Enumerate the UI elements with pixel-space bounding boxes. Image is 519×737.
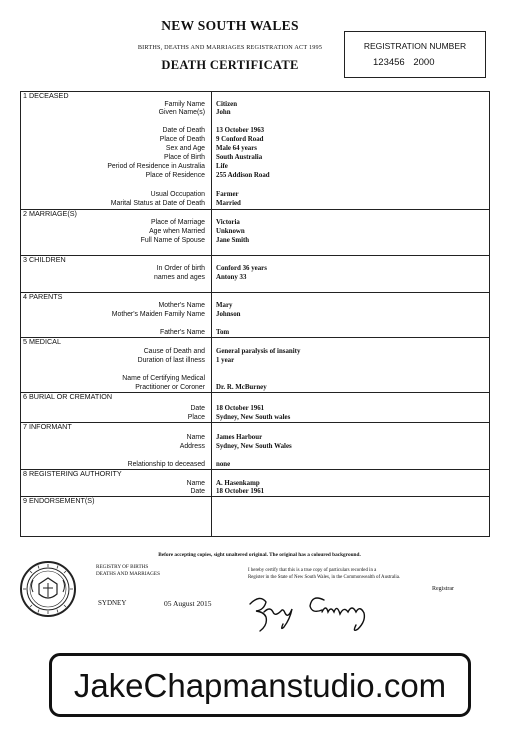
section-burial-title: 6 BURIAL OR CREMATION: [23, 392, 113, 401]
registration-date-label: Date: [190, 488, 205, 495]
registry-name-line2: DEATHS AND MARRIAGES: [96, 571, 160, 577]
certification-line1: I hereby certify that this is a true copy of particulars recorded in a: [248, 568, 377, 573]
mother-name-label: Mother's Name: [158, 302, 205, 309]
watermark-banner: [49, 653, 471, 717]
mother-maiden-value: Johnson: [216, 311, 241, 318]
father-name-label: Father's Name: [160, 329, 205, 336]
place-of-residence-value: 255 Addison Road: [216, 172, 270, 179]
act-subheading: BIRTHS, DEATHS AND MARRIAGES REGISTRATION ACT 1995: [137, 44, 323, 51]
row-divider: [21, 292, 489, 293]
state-heading: NEW SOUTH WALES: [161, 18, 299, 33]
burial-date-value: 18 October 1961: [216, 405, 265, 412]
row-divider: [21, 337, 489, 338]
certification-text: [248, 567, 458, 581]
registration-number-box: [344, 31, 486, 78]
copy-warning: Before accepting copies, sight unaltered original. The original has a coloured background.: [158, 552, 361, 558]
given-names-label: Given Name(s): [158, 109, 205, 116]
mother-name-value: Mary: [216, 302, 233, 309]
burial-place-label: Place: [187, 414, 205, 421]
registrar-name-label: Name: [186, 480, 205, 487]
practitioner-label-line2: Practitioner or Coroner: [135, 384, 205, 391]
certification-line2: Register in the State of New South Wales, in the Commonwealth of Australia.: [248, 575, 401, 580]
place-of-birth-label: Place of Birth: [164, 154, 205, 161]
registry-seal-icon: [19, 560, 77, 618]
registration-number-label: REGISTRATION NUMBER: [363, 41, 467, 51]
row-divider: [21, 209, 489, 210]
father-name-value: Tom: [216, 329, 230, 336]
section-endorsement-title: 9 ENDORSEMENT(S): [23, 496, 95, 505]
marriage-place-value: Victoria: [216, 219, 240, 226]
relationship-value: none: [216, 461, 231, 468]
informant-name-value: James Harbour: [216, 434, 263, 441]
date-of-death-label: Date of Death: [162, 127, 205, 134]
registration-date-value: 18 October 1961: [216, 488, 265, 495]
section-marriage-title: 2 MARRIAGE(S): [23, 209, 77, 218]
place-of-death-value: 9 Conford Road: [216, 136, 264, 143]
date-of-death-value: 13 October 1963: [216, 127, 265, 134]
family-name-label: Family Name: [164, 101, 205, 108]
period-residence-value: Life: [216, 163, 228, 170]
spouse-value: Jane Smith: [216, 237, 250, 244]
marital-status-value: Married: [216, 200, 241, 207]
given-names-value: John: [216, 109, 231, 116]
document-title: DEATH CERTIFICATE: [161, 58, 299, 72]
place-of-death-label: Place of Death: [159, 136, 205, 143]
children-names-label: names and ages: [154, 274, 205, 281]
section-informant-title: 7 INFORMANT: [23, 422, 72, 431]
section-deceased-title: 1 DECEASED: [23, 91, 69, 100]
row-divider: [21, 255, 489, 256]
registry-name: [96, 564, 160, 578]
relationship-label: Relationship to deceased: [127, 461, 205, 468]
children-order-value: Conford 36 years: [216, 265, 267, 272]
occupation-label: Usual Occupation: [150, 191, 205, 198]
registry-name-line1: REGISTRY OF BIRTHS: [96, 564, 149, 570]
registration-number-value: 123456 2000: [373, 57, 435, 68]
registrar-signature: [246, 588, 396, 632]
occupation-value: Farmer: [216, 191, 239, 198]
practitioner-label-line1: Name of Certifying Medical: [122, 375, 205, 382]
sex-age-label: Sex and Age: [165, 145, 205, 152]
illness-duration-value: 1 year: [216, 357, 235, 364]
informant-name-label: Name: [186, 434, 205, 441]
issue-date: 05 August 2015: [164, 599, 212, 608]
certificate-table: [20, 91, 490, 537]
marriage-place-label: Place of Marriage: [150, 219, 205, 226]
place-of-birth-value: South Australia: [216, 154, 263, 161]
period-residence-label: Period of Residence in Australia: [107, 163, 205, 170]
cause-of-death-value: General paralysis of insanity: [216, 348, 301, 355]
row-divider: [21, 422, 489, 423]
section-medical-title: 5 MEDICAL: [23, 337, 61, 346]
sex-age-value: Male 64 years: [216, 145, 257, 152]
mother-maiden-label: Mother's Maiden Family Name: [111, 311, 205, 318]
children-names-value: Antony 33: [216, 274, 247, 281]
illness-duration-label: Duration of last illness: [137, 357, 205, 364]
section-registering-title: 8 REGISTERING AUTHORITY: [23, 469, 122, 478]
marital-status-label: Marital Status at Date of Death: [110, 200, 205, 207]
burial-place-value: Sydney, New South wales: [216, 414, 291, 421]
registrar-name-value: A. Hasenkamp: [216, 480, 260, 487]
informant-address-label: Address: [179, 443, 205, 450]
spouse-label: Full Name of Spouse: [140, 237, 205, 244]
practitioner-value: Dr. R. McBurney: [216, 384, 267, 391]
informant-address-value: Sydney, New South Wales: [216, 443, 292, 450]
marriage-age-value: Unknown: [216, 228, 245, 235]
family-name-value: Citizen: [216, 101, 238, 108]
marriage-age-label: Age when Married: [149, 228, 205, 235]
registrar-title: Registrar: [432, 586, 454, 592]
issue-city: SYDNEY: [98, 599, 127, 607]
children-order-label: In Order of birth: [156, 265, 205, 272]
section-parents-title: 4 PARENTS: [23, 292, 63, 301]
watermark-text: JakeChapmanstudio.com: [73, 667, 447, 704]
burial-date-label: Date: [190, 405, 205, 412]
section-children-title: 3 CHILDREN: [23, 255, 66, 264]
place-of-residence-label: Place of Residence: [145, 172, 205, 179]
cause-of-death-label: Cause of Death and: [143, 348, 205, 355]
